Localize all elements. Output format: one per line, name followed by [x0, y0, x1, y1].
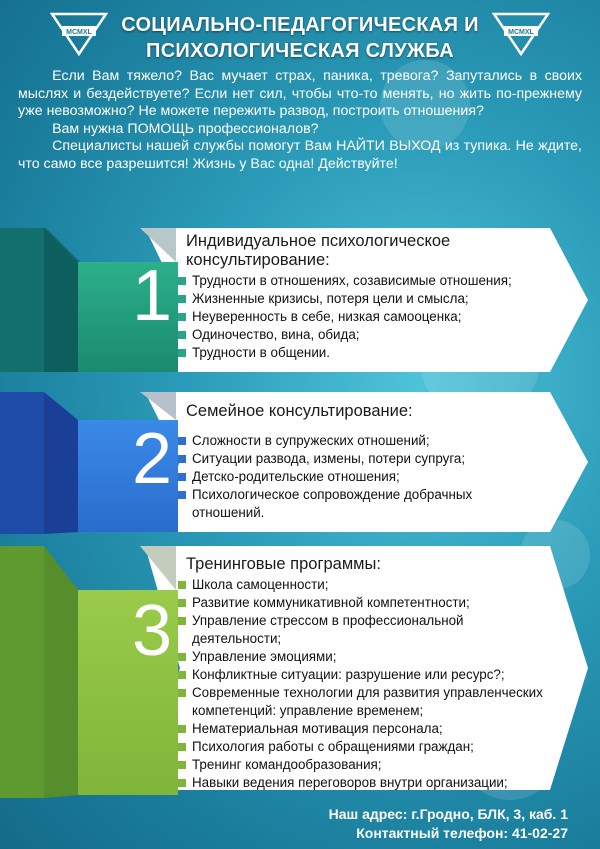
intro-paragraph-3: Специалисты нашей службы помогут Вам НАЙТИ ВЫХОД из тупика. Не ждите, что само все разрешится! Жизнь у Вас одна! Действуйте! — [18, 138, 582, 172]
section-1-title-line-2: консультирование: — [186, 251, 330, 269]
list-item: Нематериальная мотивация персонала; — [178, 720, 548, 738]
intro-paragraph-1: Если Вам тяжело? Вас мучает страх, паника, тревога? Запутались в своих мыслях и бездействуете? Если нет сил, чтобы что-то менять, но жить по-прежнему уже невозможно? Не можете пережить развод, построить отношения? — [18, 68, 582, 119]
list-item: Управление стрессом в профессиональной деятельности; — [178, 612, 548, 648]
section-2-title — [186, 402, 413, 421]
section-1-list — [178, 272, 568, 362]
list-item: Навыки ведения переговоров внутри организации; — [178, 774, 548, 792]
list-item: Детско-родительские отношения; — [178, 468, 518, 486]
list-item: Одиночество, вина, обида; — [178, 326, 568, 344]
list-item: Психология работы с обращениями граждан; — [178, 738, 548, 756]
list-item: Современные технологии для развития управленческих компетенций: управление временем; — [178, 684, 548, 720]
section-2-list — [178, 432, 518, 522]
list-item: Сложности в супружеских отношений; — [178, 432, 518, 450]
list-item: Школа самоценности; — [178, 576, 548, 594]
list-item: Жизненные кризисы, потеря цели и смысла; — [178, 290, 568, 308]
address-text: Наш адрес: г.Гродно, БЛК, 3, каб. 1 — [328, 806, 568, 822]
section-3-list — [178, 576, 548, 792]
phone-text: Контактный телефон: 41-02-27 — [356, 825, 568, 841]
list-item: Тренинг командообразования; — [178, 756, 548, 774]
logo-right-text: MCMXL — [508, 29, 534, 36]
list-item: Психологическое сопровождение добрачных отношений. — [178, 486, 518, 522]
section-2-title-line-1: Семейное консультирование: — [186, 402, 413, 420]
section-1-title-line-1: Индивидуальное психологическое — [186, 232, 451, 250]
title-line-2: ПСИХОЛОГИЧЕСКАЯ СЛУЖБА — [146, 40, 454, 62]
intro-text — [18, 68, 582, 173]
section-1-number: 1 — [131, 256, 173, 336]
page-title — [80, 12, 520, 64]
intro-paragraph-2: Вам нужна ПОМОЩЬ профессионалов? — [52, 120, 319, 137]
list-item: Конфликтные ситуации: разрушение или ресурс?; — [178, 666, 548, 684]
list-item: Неуверенность в себе, низкая самооценка; — [178, 308, 568, 326]
section-1-title — [186, 232, 450, 270]
section-2-number: 2 — [131, 419, 173, 499]
list-item: Развитие коммуникативной компетентности; — [178, 594, 548, 612]
logo-left-text: MCMXL — [66, 29, 92, 36]
contact-footer — [329, 805, 568, 843]
title-line-1: СОЦИАЛЬНО-ПЕДАГОГИЧЕСКАЯ И — [121, 14, 479, 36]
list-item: Трудности в отношениях, созависимые отношения; — [178, 272, 568, 290]
list-item: Ситуации развода, измены, потери супруга; — [178, 450, 518, 468]
section-3-title — [186, 555, 381, 574]
list-item: Управление эмоциями; — [178, 648, 548, 666]
section-3-number: 3 — [131, 591, 173, 671]
section-3-title-line-1: Тренинговые программы: — [186, 555, 381, 573]
list-item: Трудности в общении. — [178, 344, 568, 362]
